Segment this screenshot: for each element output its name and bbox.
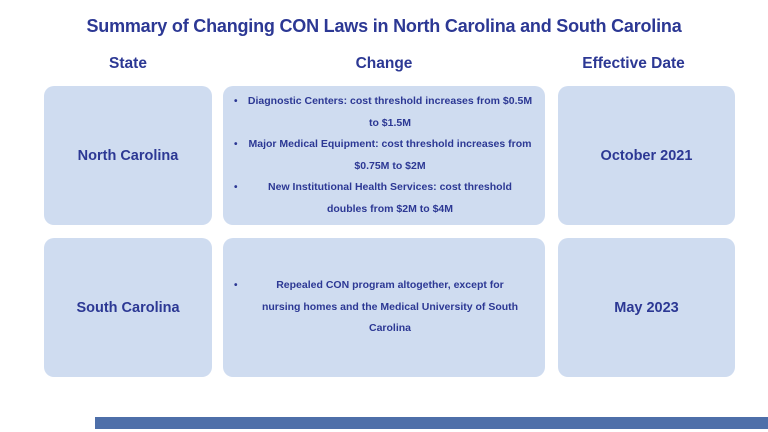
change-list	[223, 91, 545, 220]
effective-date-label: October 2021	[600, 147, 693, 164]
column-header-change: Change	[355, 55, 413, 72]
change-item	[234, 134, 533, 177]
column-header-state: State	[109, 55, 147, 72]
bullet-icon: •	[234, 139, 238, 150]
state-label: South Carolina	[76, 299, 180, 316]
state-label: North Carolina	[77, 147, 179, 164]
change-list	[223, 275, 545, 340]
change-item	[234, 91, 533, 134]
change-cell	[223, 86, 545, 225]
change-cell	[223, 238, 545, 377]
effective-date-label: May 2023	[614, 299, 679, 316]
page-title: Summary of Changing CON Laws in North Carolina and South Carolina	[86, 16, 682, 36]
change-item-text: Major Medical Equipment: cost threshold increases from $0.75M to $2M	[248, 138, 532, 172]
change-item-text: Diagnostic Centers: cost threshold increases from $0.5M to $1.5M	[247, 95, 533, 129]
effective-date-cell	[558, 238, 735, 377]
change-item-text: Repealed CON program altogether, except for nursing homes and the Medical University of South Carolina	[261, 279, 519, 335]
table-header-row	[44, 55, 735, 73]
column-header-effective-date: Effective Date	[582, 55, 685, 72]
change-item	[234, 275, 533, 340]
bullet-icon: •	[234, 182, 238, 193]
effective-date-cell	[558, 86, 735, 225]
footer-accent-bar	[95, 417, 768, 429]
bullet-icon: •	[234, 96, 238, 107]
change-item-text: New Institutional Health Services: cost threshold doubles from $2M to $4M	[268, 181, 512, 215]
change-item	[234, 177, 533, 220]
table-row-south-carolina	[44, 238, 735, 377]
table-row-north-carolina	[44, 86, 735, 225]
bullet-icon: •	[234, 280, 238, 292]
state-cell	[44, 238, 212, 377]
state-cell	[44, 86, 212, 225]
